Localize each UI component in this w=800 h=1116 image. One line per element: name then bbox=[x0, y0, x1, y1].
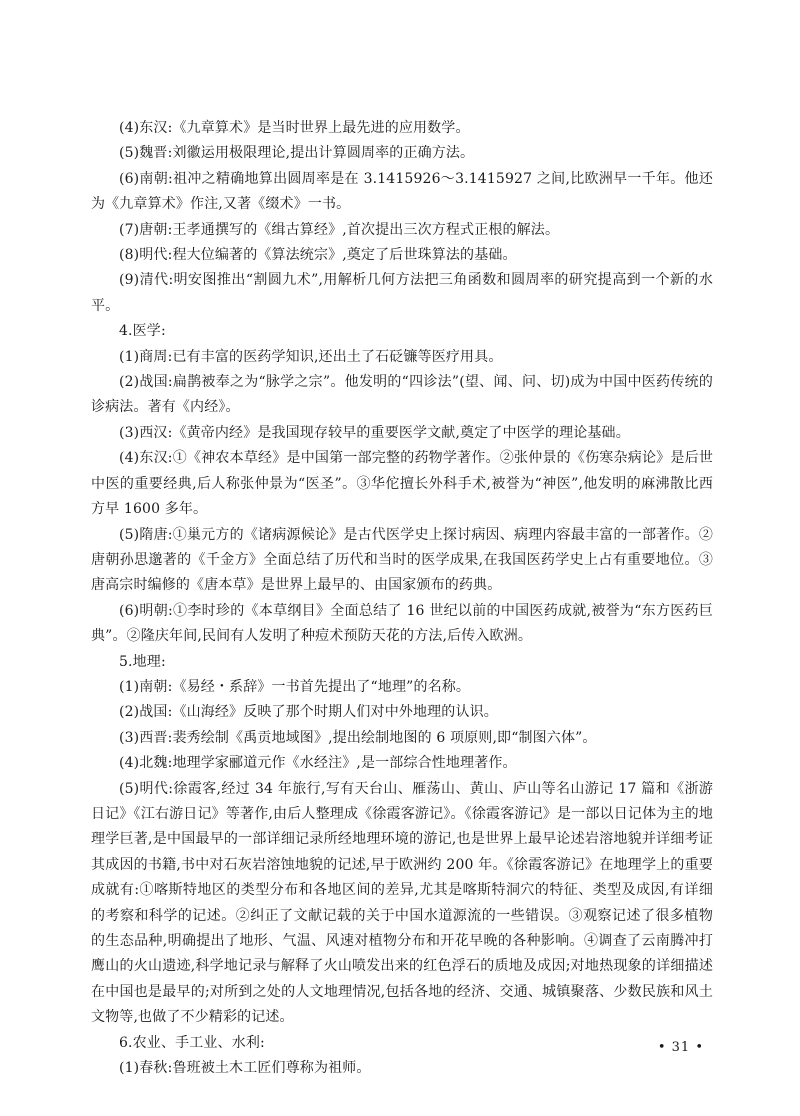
paragraph-agriculture-spring-autumn: (1)春秋:鲁班被土木工匠们尊称为祖师。 bbox=[119, 1060, 371, 1077]
paragraph-medicine-sui-tang: (5)隋唐:①巢元方的《诸病源候论》是古代医学史上探讨病因、病理内容最丰富的一部著作。②唐朝孙思邈著的《千金方》全面总结了历代和当时的医学成果,在我国医药学史上占有重要地位。③唐高宗时编修的《唐本草》是世界上最早的、由国家颁布的药典。 bbox=[91, 526, 713, 594]
section-heading-medicine: 4.医学: bbox=[119, 323, 166, 340]
paragraph-medicine-western-han: (3)西汉:《黄帝内经》是我国现存较早的重要医学文献,奠定了中医学的理论基础。 bbox=[119, 424, 630, 441]
page-number: • 31 • bbox=[657, 1040, 704, 1055]
paragraph-geography-southern-dynasties: (1)南朝:《易经・系辞》一书首先提出了“地理”的名称。 bbox=[119, 678, 471, 695]
paragraph-geography-western-jin: (3)西晋:裴秀绘制《禹贡地域图》,提出绘制地图的 6 项原则,即“制图六体”。 bbox=[119, 729, 597, 746]
section-heading-geography: 5.地理: bbox=[119, 653, 166, 670]
paragraph-geography-northern-wei: (4)北魏:地理学家郦道元作《水经注》,是一部综合性地理著作。 bbox=[119, 755, 517, 772]
paragraph-math-wei-jin: (5)魏晋:刘徽运用极限理论,提出计算圆周率的正确方法。 bbox=[119, 145, 475, 162]
paragraph-medicine-warring-states: (2)战国:扁鹊被奉之为“脉学之宗”。他发明的“四诊法”(望、闻、问、切)成为中国中医药传统的诊病法。著有《内经》。 bbox=[91, 374, 713, 416]
section-heading-agriculture: 6.农业、手工业、水利: bbox=[119, 1034, 265, 1051]
main-text bbox=[91, 116, 713, 1081]
paragraph-medicine-eastern-han: (4)东汉:①《神农本草经》是中国第一部完整的药物学著作。②张仲景的《伤寒杂病论》是后世中医的重要经典,后人称张仲景为“医圣”。③华佗擅长外科手术,被誉为“神医”,他发明的麻沸散比西方早 1600 多年。 bbox=[91, 450, 713, 518]
paragraph-medicine-shang-zhou: (1)商周:已有丰富的医药学知识,还出土了石砭镰等医疗用具。 bbox=[119, 348, 503, 365]
paragraph-math-eastern-han: (4)东汉:《九章算术》是当时世界上最先进的应用数学。 bbox=[119, 120, 470, 136]
paragraph-medicine-ming: (6)明朝:①李时珍的《本草纲目》全面总结了 16 世纪以前的中国医药成就,被誉为“东方医药巨典”。②隆庆年间,民间有人发明了种痘术预防天花的方法,后传入欧洲。 bbox=[91, 602, 713, 645]
paragraph-math-ming: (8)明代:程大位编著的《算法统宗》,奠定了后世珠算法的基础。 bbox=[119, 247, 517, 264]
paragraph-math-southern-dynasties: (6)南朝:祖冲之精确地算出圆周率是在 3.1415926～3.1415927 之间,比欧洲早一千年。他还为《九章算术》作注,又著《缀术》一书。 bbox=[91, 170, 713, 213]
paragraph-math-tang: (7)唐朝:王孝通撰写的《缉古算经》,首次提出三次方程式正根的解法。 bbox=[119, 221, 560, 238]
paragraph-math-qing: (9)清代:明安图推出“割圆九术”,用解析几何方法把三角函数和圆周率的研究提高到一个新的水平。 bbox=[91, 272, 713, 314]
paragraph-geography-warring-states: (2)战国:《山海经》反映了那个时期人们对中外地理的认识。 bbox=[119, 704, 498, 721]
paragraph-geography-ming-xu-xiake: (5)明代:徐霞客,经过 34 年旅行,写有天台山、雁荡山、黄山、庐山等名山游记 17 篇和《浙游日记》《江右游日记》等著作,由后人整理成《徐霞客游记》。《徐霞客游记》是一部以日记体为主的地理学巨著,是中国最早的一部详细记录所经地理环境的游记,也是世界上最早论述岩溶地貌并详细考证其成因的书籍,书中对石灰岩溶蚀地貌的记述,早于欧洲约 200 年。《徐霞客游记》在地理学上的重要成就有:①喀斯特地区的类型分布和各地区间的差异,尤其是喀斯特洞穴的特征、类型及成因,有详细的考察和科学的记述。②纠正了文献记载的关于中国水道源流的一些错误。③观察记述了很多植物的生态品种,明确提出了地形、气温、风速对植物分布和开花早晚的各种影响。④调查了云南腾冲打鹰山的火山遗迹,科学地记录与解释了火山喷发出来的红色浮石的质地及成因;对地热现象的详细描述在中国也是最早的;对所到之处的人文地理情况,包括各地的经济、交通、城镇聚落、少数民族和风土文物等,也做了不少精彩的记述。 bbox=[91, 780, 713, 1026]
